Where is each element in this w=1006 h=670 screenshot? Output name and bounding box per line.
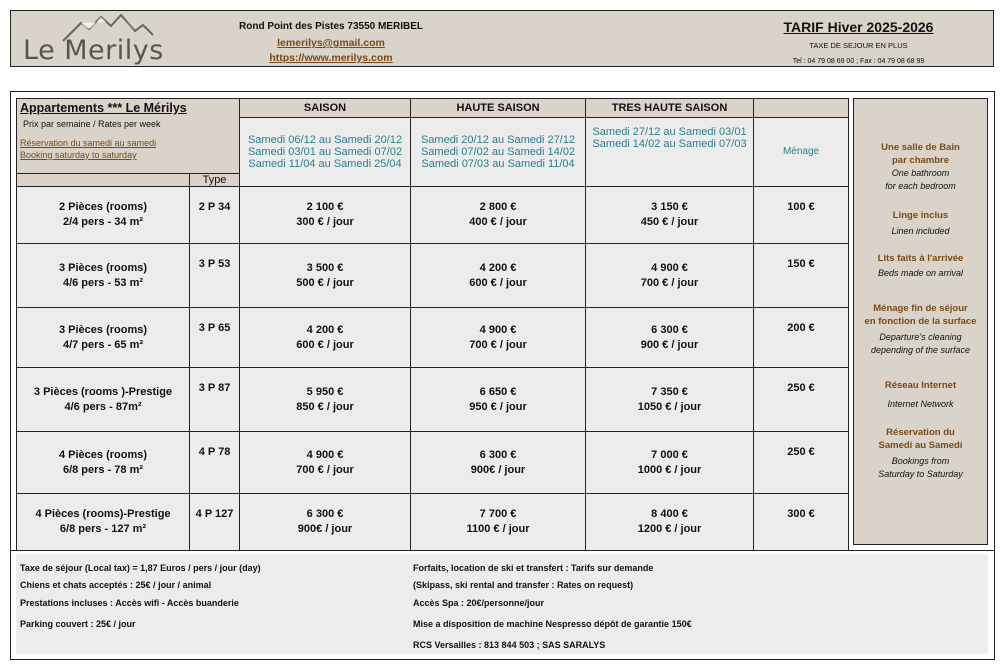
season-date: Samedi 14/02 au Samedi 07/03 [592,138,747,150]
amenity-english: Internet Network [887,399,954,409]
header [10,10,994,67]
apartment-name-cell [17,432,190,494]
day-price: 600 € / jour [296,338,354,351]
table-row [17,187,849,244]
amenity-english: depending of the surface [870,345,971,355]
week-price: 7 000 € [651,448,688,461]
high-season-header: HAUTE SAISON [411,99,586,118]
table-row [17,244,849,308]
apt-header-spacer [17,174,190,187]
menage-cell: 250 € [754,432,849,494]
menage-cell: 200 € [754,308,849,368]
very-high-season-dates [586,118,754,187]
footer-left-line: Taxe de séjour (Local tax) = 1,87 Euros / pers / jour (day) [20,563,261,573]
season-price-cell [240,308,411,368]
apartment-name: 3 Pièces (rooms) [58,323,148,336]
high-season-price-cell [411,432,586,494]
phone-info: Tel : 04 79 08 69 00 ; Fax : 04 79 08 68 99 [792,58,925,65]
amenity-title: Une salle de Bain [881,142,960,153]
high-season-dates [411,118,586,187]
contact-block [216,21,446,67]
week-price: 2 100 € [306,201,344,213]
day-price: 450 € / jour [640,216,699,228]
week-price: 4 900 € [479,323,517,336]
amenity-english: for each bedroom [885,181,956,191]
type-header: Type [190,174,240,187]
amenity-english: One bathroom [891,168,950,178]
footer-left-line: Parking couvert : 25€ / jour [20,619,136,629]
type-cell: 4 P 78 [190,432,240,494]
apartment-detail: 2/4 pers - 34 m² [62,216,144,228]
high-season-price-cell [411,308,586,368]
day-price: 400 € / jour [469,216,527,228]
amenity-title: Linge inclus [892,210,949,221]
amenity-linen [854,209,987,238]
reservation-en: Booking saturday to saturday [20,150,137,160]
very-high-season-price-cell [586,368,754,432]
day-price: 600 € / jour [469,276,527,289]
season-price-cell [240,432,411,494]
apartment-detail: 4/7 pers - 65 m² [62,338,144,351]
type-cell: 3 P 65 [190,308,240,368]
amenity-title: Réservation du [886,427,955,438]
footer-left-line: Prestations incluses : Accès wifi - Accès buanderie [20,598,239,608]
day-price: 700 € / jour [640,276,699,289]
menage-header: Ménage [754,118,849,187]
type-cell: 3 P 53 [190,244,240,308]
apartment-detail: 4/6 pers - 53 m² [62,276,144,289]
apartments-title: Appartements *** Le Mérilys [20,101,187,115]
title-block [741,19,976,65]
apartment-name: 3 Pièces (rooms )-Prestige [33,385,173,398]
footer-right-line: Mise a disposition de machine Nespresso dépôt de garantie 150€ [413,619,692,629]
very-high-season-price-cell [586,187,754,244]
week-price: 6 300 € [306,508,344,520]
week-price: 5 950 € [306,385,344,398]
season-date: Samedi 27/12 au Samedi 03/01 [592,126,747,138]
amenity-internet [854,379,987,411]
week-price: 6 300 € [651,323,688,336]
footer-right-line: RCS Versailles : 813 844 503 ; SAS SARALYS [413,640,606,650]
high-season-price-cell [411,244,586,308]
menage-cell: 250 € [754,368,849,432]
very-high-season-header: TRES HAUTE SAISON [586,99,754,118]
week-price: 2 800 € [479,201,517,213]
amenity-booking [854,426,987,481]
amenity-cleaning [854,302,987,357]
week-price: 8 400 € [651,508,688,520]
tax-note: TAXE DE SEJOUR EN PLUS [809,41,908,50]
very-high-season-price-cell [586,494,754,551]
apartment-detail: 6/8 pers - 78 m² [62,463,144,476]
reservation-fr: Réservation du samedi au samedi [20,138,157,148]
season-date: Samedi 07/03 au Samedi 11/04 [421,158,575,170]
apartment-name: 4 Pièces (rooms) [58,448,148,461]
page-title: TARIF Hiver 2025-2026 [783,19,934,35]
week-price: 4 900 € [651,261,688,274]
season-date: Samedi 11/04 au Samedi 25/04 [248,158,402,170]
amenity-english: Linen included [891,226,950,236]
apartment-name-cell [17,244,190,308]
rates-per-week: Prix par semaine / Rates per week [23,119,161,129]
apartment-detail: 6/8 pers - 127 m² [59,523,147,535]
week-price: 7 700 € [479,508,517,520]
amenity-bathroom [854,141,987,193]
amenity-title: Samedi au Samedi [878,440,963,451]
day-price: 1050 € / jour [637,400,702,413]
amenity-title: par chambre [891,155,950,166]
season-date: Samedi 20/12 au Samedi 27/12 [420,134,576,146]
day-price: 700 € / jour [296,463,354,476]
apartment-name-cell [17,308,190,368]
website-link[interactable]: https://www.merilys.com [269,52,393,64]
very-high-season-price-cell [586,308,754,368]
menage-cell: 300 € [754,494,849,551]
amenity-english: Beds made on arrival [877,268,964,278]
day-price: 1000 € / jour [637,463,702,476]
amenity-title: Ménage fin de séjour [873,303,968,314]
day-price: 900€ / jour [297,523,353,535]
season-date: Samedi 03/01 au Samedi 07/02 [247,146,403,158]
amenity-english: Departure's cleaning [879,332,962,342]
table-row [17,494,849,551]
table-row [17,432,849,494]
apartment-name-cell [17,368,190,432]
very-high-season-price-cell [586,432,754,494]
footer-right-line: Forfaits, location de ski et transfert : Tarifs sur demande [413,563,654,573]
season-price-cell [240,494,411,551]
menage-cell: 150 € [754,244,849,308]
type-cell: 4 P 127 [190,494,240,551]
amenity-title: Lits faits à l'arrivée [877,253,964,264]
apartment-name: 3 Pièces (rooms) [58,261,148,274]
address: Rond Point des Pistes 73550 MERIBEL [239,21,423,32]
apartments-header [17,99,240,174]
footer-right-line: Accès Spa : 20€/personne/jour [413,598,545,608]
very-high-season-price-cell [586,244,754,308]
high-season-price-cell [411,368,586,432]
amenity-title: Réseau Internet [884,380,957,391]
footer-right-line: (Skipass, ski rental and transfer : Rates on request) [413,580,634,590]
season-dates [240,118,411,187]
season-date: Samedi 06/12 au Samedi 20/12 [247,134,403,146]
rates-table [16,98,849,551]
day-price: 1100 € / jour [466,523,530,535]
season-date: Samedi 07/02 au Samedi 14/02 [420,146,576,158]
amenity-english: Bookings from [891,456,950,466]
logo-text: Le Merilys [23,35,164,66]
menage-header-top [754,99,849,118]
week-price: 6 650 € [479,385,517,398]
apartment-detail: 4/6 pers - 87m² [64,400,142,413]
amenity-beds [854,252,987,280]
footer-left-line: Chiens et chats acceptés : 25€ / jour / animal [20,580,212,590]
day-price: 900 € / jour [640,338,699,351]
table-row [17,368,849,432]
footer [16,554,988,654]
apartment-name: 4 Pièces (rooms)-Prestige [35,508,171,520]
table-row [17,308,849,368]
amenity-title: en fonction de la surface [864,316,977,327]
high-season-price-cell [411,494,586,551]
amenity-english: Saturday to Saturday [878,469,963,479]
week-price: 4 200 € [479,261,517,274]
week-price: 3 500 € [306,261,344,274]
season-price-cell [240,187,411,244]
apartment-name-cell [17,494,190,551]
high-season-price-cell [411,187,586,244]
type-cell: 3 P 87 [190,368,240,432]
amenities-panel [853,98,988,545]
menage-cell: 100 € [754,187,849,244]
day-price: 300 € / jour [296,216,354,228]
day-price: 1200 € / jour [637,523,702,535]
season-header: SAISON [240,99,411,118]
day-price: 900€ / jour [470,463,526,476]
week-price: 3 150 € [651,201,688,213]
week-price: 4 900 € [306,448,344,461]
season-price-cell [240,368,411,432]
season-price-cell [240,244,411,308]
week-price: 7 350 € [651,385,688,398]
day-price: 700 € / jour [469,338,527,351]
type-cell: 2 P 34 [190,187,240,244]
day-price: 500 € / jour [296,276,354,289]
week-price: 6 300 € [479,448,517,461]
apartment-name: 2 Pièces (rooms) [58,201,148,213]
apartment-name-cell [17,187,190,244]
week-price: 4 200 € [306,323,344,336]
email-link[interactable]: lemerilys@gmail.com [277,37,385,49]
day-price: 950 € / jour [469,400,527,413]
day-price: 850 € / jour [296,400,354,413]
